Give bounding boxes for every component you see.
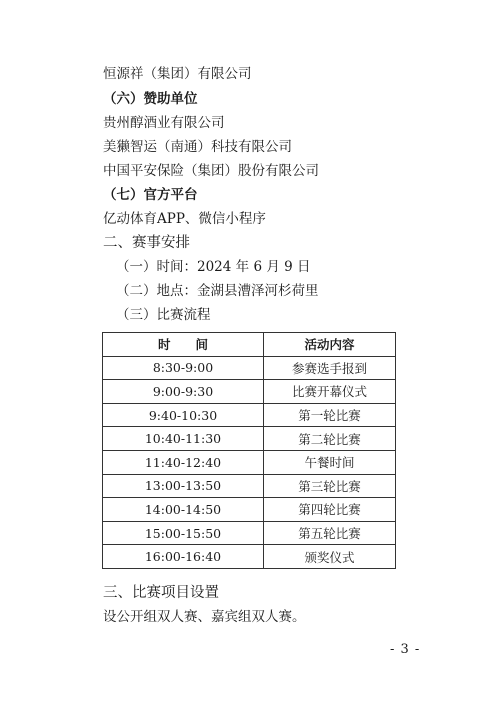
sponsor-1: 贵州醇酒业有限公司 [103,115,225,131]
section-platform-heading: （七）官方平台 [103,187,198,203]
table-row [103,356,396,380]
row-activity: 比赛开幕仪式 [264,380,396,404]
organizer-company: 恒源祥（集团）有限公司 [103,66,252,82]
section-2-heading: 二、赛事安排 [103,235,190,251]
sponsor-2: 美獭智运（南通）科技有限公司 [103,139,292,155]
row-time: 14:00-14:50 [103,498,264,522]
event-location: （二）地点：金湖县漕泽河杉荷里 [116,283,319,299]
event-time: （一）时间：2024 年 6 月 9 日 [116,259,311,275]
row-time: 15:00-15:50 [103,521,264,545]
table-row [103,521,396,545]
row-time: 9:00-9:30 [103,380,264,404]
table-row [103,403,396,427]
table-row [103,450,396,474]
row-activity: 参赛选手报到 [264,356,396,380]
row-time: 9:40-10:30 [103,403,264,427]
table-row [103,498,396,522]
row-activity: 午餐时间 [264,450,396,474]
row-time: 11:40-12:40 [103,450,264,474]
sponsor-3: 中国平安保险（集团）股份有限公司 [103,163,319,179]
header-activity: 活动内容 [264,333,396,357]
section-3-body: 设公开组双人赛、嘉宾组双人赛。 [103,609,306,625]
row-activity: 第一轮比赛 [264,403,396,427]
table-row [103,427,396,451]
row-activity: 第二轮比赛 [264,427,396,451]
schedule-header-row [103,333,396,357]
row-activity: 第四轮比赛 [264,498,396,522]
schedule-table [102,332,396,569]
row-activity: 颁奖仪式 [264,545,396,569]
section-3-heading: 三、比赛项目设置 [103,585,219,601]
row-time: 16:00-16:40 [103,545,264,569]
row-activity: 第五轮比赛 [264,521,396,545]
platform-text: 亿动体育APP、微信小程序 [103,211,266,227]
table-row [103,474,396,498]
row-time: 10:40-11:30 [103,427,264,451]
row-time: 13:00-13:50 [103,474,264,498]
table-row [103,545,396,569]
table-row [103,380,396,404]
header-time: 时 间 [103,333,264,357]
row-activity: 第三轮比赛 [264,474,396,498]
section-sponsors-heading: （六）赞助单位 [103,91,198,107]
event-process-label: （三）比赛流程 [116,307,211,323]
row-time: 8:30-9:00 [103,356,264,380]
page-number: - 3 - [390,642,421,657]
